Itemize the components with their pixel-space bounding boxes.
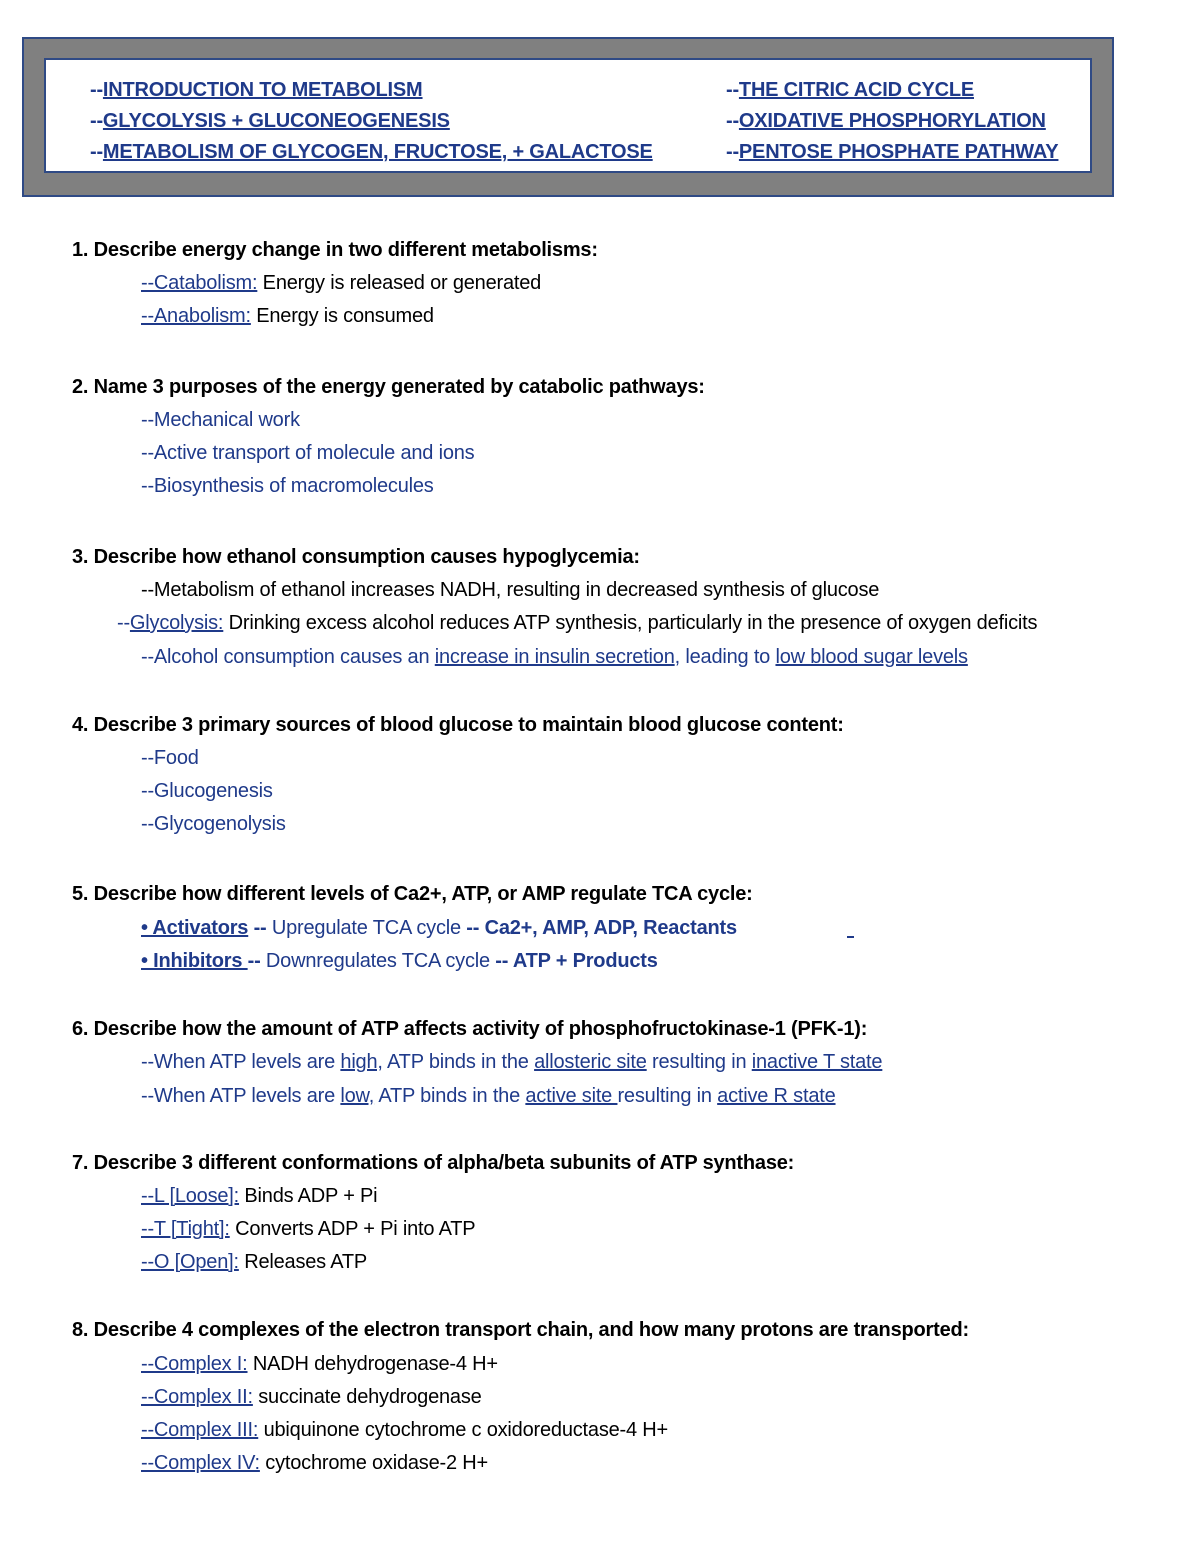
term: --Catabolism: — [141, 272, 258, 294]
answer-7-loose — [141, 1185, 377, 1208]
answer-4-item: --Glycogenolysis — [141, 813, 286, 835]
emphasis: -- Ca2+, AMP, ADP, Reactants — [466, 917, 737, 939]
answer-5-inhibitors — [141, 950, 658, 973]
term: --Complex III: — [141, 1419, 259, 1441]
answer-3-insulin — [141, 646, 968, 669]
topic-prefix: -- — [726, 110, 739, 132]
question-1: 1. Describe energy change in two different metabolisms: — [72, 239, 598, 261]
term: • Activators — [141, 917, 249, 939]
question-6: 6. Describe how the amount of ATP affects activity of phosphofructokinase-1 (PFK-1): — [72, 1018, 868, 1040]
answer-2-item: --Mechanical work — [141, 409, 300, 431]
topic-left-3 — [90, 141, 653, 164]
topic-prefix: -- — [726, 141, 739, 163]
term: --T [Tight]: — [141, 1218, 230, 1240]
answer-text: NADH dehydrogenase-4 H+ — [247, 1353, 498, 1375]
question-2: 2. Name 3 purposes of the energy generated by catabolic pathways: — [72, 376, 705, 398]
topic-label: METABOLISM OF GLYCOGEN, FRUCTOSE, + GALACTOSE — [102, 141, 653, 163]
answer-text: Binds ADP + Pi — [239, 1185, 378, 1207]
topic-left-2 — [90, 110, 450, 133]
answer-1-anabolism — [141, 305, 434, 328]
answer-text: ubiquinone cytochrome c oxidoreductase-4 H+ — [258, 1419, 669, 1441]
answer-7-open — [141, 1251, 367, 1274]
term: --Complex IV: — [141, 1452, 260, 1474]
topic-label: PENTOSE PHOSPHATE PATHWAY — [738, 141, 1059, 163]
answer-7-tight — [141, 1218, 475, 1241]
topic-label: GLYCOLYSIS + GLUCONEOGENESIS — [102, 110, 450, 132]
answer-text: Drinking excess alcohol reduces ATP synthesis, particularly in the presence of oxygen deficits — [223, 612, 1038, 634]
answer-4-item: --Glucogenesis — [141, 780, 273, 802]
topics-inner — [44, 58, 1092, 173]
question-8: 8. Describe 4 complexes of the electron transport chain, and how many protons are transported: — [72, 1319, 969, 1341]
answer-text: succinate dehydrogenase — [252, 1386, 482, 1408]
topic-label: THE CITRIC ACID CYCLE — [738, 79, 974, 101]
answer-2-item: --Biosynthesis of macromolecules — [141, 475, 434, 497]
emphasis: inactive T state — [751, 1051, 883, 1073]
question-4: 4. Describe 3 primary sources of blood glucose to maintain blood glucose content: — [72, 714, 844, 736]
topics-box — [22, 37, 1114, 197]
answer-1-catabolism — [141, 272, 541, 295]
topic-label: INTRODUCTION TO METABOLISM — [102, 79, 423, 101]
emphasis: high, — [340, 1051, 383, 1073]
answer-text: --Alcohol consumption causes an — [141, 646, 435, 668]
emphasis: allosteric site — [534, 1051, 647, 1073]
answer-8-complex-1 — [141, 1353, 498, 1376]
answer-text: ATP binds in the — [382, 1051, 535, 1073]
term: --Anabolism: — [141, 305, 251, 327]
topic-right-3 — [726, 141, 1058, 164]
term: --Complex I: — [141, 1353, 248, 1375]
question-3: 3. Describe how ethanol consumption causes hypoglycemia: — [72, 546, 640, 568]
answer-6-high — [141, 1051, 882, 1074]
topic-right-2 — [726, 110, 1046, 133]
answer-text: cytochrome oxidase-2 H+ — [259, 1452, 488, 1474]
answer-text: --When ATP levels are — [141, 1085, 341, 1107]
answer-text: resulting in — [617, 1085, 718, 1107]
answer-text: ATP binds in the — [374, 1085, 526, 1107]
emphasis: -- ATP + Products — [489, 950, 658, 972]
answer-6-low — [141, 1085, 836, 1108]
emphasis: low, — [340, 1085, 375, 1107]
emphasis: active R state — [717, 1085, 836, 1107]
term: --O [Open]: — [141, 1251, 239, 1273]
term: --L [Loose]: — [141, 1185, 240, 1207]
dash: -- — [117, 612, 130, 634]
topic-prefix: -- — [90, 79, 103, 101]
answer-3-nadh: --Metabolism of ethanol increases NADH, resulting in decreased synthesis of glucose — [141, 579, 880, 601]
answer-text: Converts ADP + Pi into ATP — [229, 1218, 476, 1240]
question-5: 5. Describe how different levels of Ca2+, ATP, or AMP regulate TCA cycle: — [72, 883, 753, 905]
question-7: 7. Describe 3 different conformations of alpha/beta subunits of ATP synthase: — [72, 1152, 795, 1174]
topic-prefix: -- — [726, 79, 739, 101]
emphasis: low blood sugar levels — [775, 646, 968, 668]
answer-text: resulting in — [646, 1051, 752, 1073]
answer-8-complex-3 — [141, 1419, 668, 1442]
dash: -- — [247, 950, 266, 972]
term: • Inhibitors — [141, 950, 248, 972]
answer-text: Upregulate TCA cycle — [271, 917, 467, 939]
topic-label: OXIDATIVE PHOSPHORYLATION — [738, 110, 1046, 132]
emphasis: active site — [525, 1085, 618, 1107]
dash: -- — [248, 917, 272, 939]
answer-text: Energy is released or generated — [257, 272, 542, 294]
answer-text: Releases ATP — [238, 1251, 368, 1273]
answer-2-item: --Active transport of molecule and ions — [141, 442, 475, 464]
topic-right-1 — [726, 79, 974, 102]
answer-4-item: --Food — [141, 747, 199, 769]
topic-prefix: -- — [90, 141, 103, 163]
emphasis: increase in insulin secretion — [434, 646, 675, 668]
answer-text: --When ATP levels are — [141, 1051, 341, 1073]
answer-text: Energy is consumed — [250, 305, 434, 327]
answer-text: Downregulates TCA cycle — [265, 950, 490, 972]
answer-8-complex-4 — [141, 1452, 488, 1475]
term: --Complex II: — [141, 1386, 253, 1408]
answer-text: , leading to — [674, 646, 776, 668]
answer-8-complex-2 — [141, 1386, 482, 1409]
topic-prefix: -- — [90, 110, 103, 132]
stray-underline-mark — [847, 936, 854, 938]
answer-5-activators — [141, 917, 737, 940]
answer-3-glycolysis — [117, 612, 1037, 635]
topic-left-1 — [90, 79, 423, 102]
term: Glycolysis: — [129, 612, 224, 634]
